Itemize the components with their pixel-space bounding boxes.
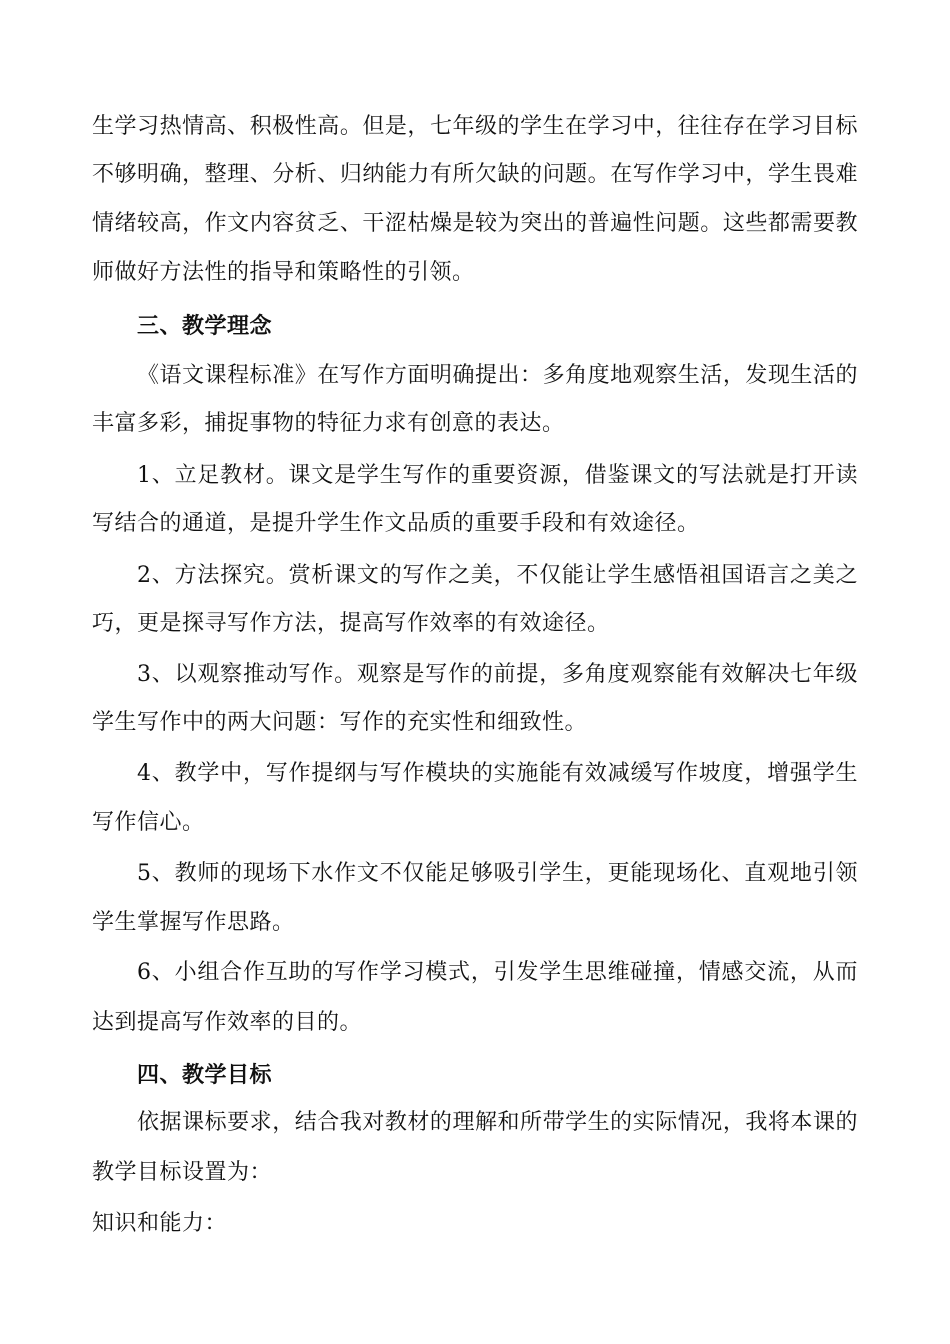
- list-item-line: 6、小组合作互助的写作学习模式，引发学生思维碰撞，情感交流，从而: [137, 960, 858, 985]
- list-item-line: 5、教师的现场下水作文不仅能足够吸引学生，更能现场化、直观地引领: [137, 861, 858, 886]
- section-heading: 四、教学目标: [137, 1062, 273, 1088]
- subheading: 知识和能力：: [92, 1211, 228, 1236]
- list-item-line: 学生掌握写作思路。: [92, 910, 295, 935]
- paragraph-line: 不够明确，整理、分析、归纳能力有所欠缺的问题。在写作学习中，学生畏难: [92, 162, 858, 187]
- paragraph-line: 《语文课程标准》在写作方面明确提出：多角度地观察生活，发现生活的: [137, 363, 858, 388]
- list-item-line: 巧，更是探寻写作方法，提高写作效率的有效途径。: [92, 611, 610, 636]
- paragraph-line: 丰富多彩，捕捉事物的特征力求有创意的表达。: [92, 411, 565, 436]
- paragraph-line: 师做好方法性的指导和策略性的引领。: [92, 260, 475, 285]
- paragraph-line: 教学目标设置为：: [92, 1160, 273, 1185]
- list-item-line: 达到提高写作效率的目的。: [92, 1010, 363, 1035]
- paragraph-line: 依据课标要求，结合我对教材的理解和所带学生的实际情况，我将本课的: [137, 1110, 858, 1135]
- list-item-line: 学生写作中的两大问题：写作的充实性和细致性。: [92, 710, 588, 735]
- list-item-line: 1、立足教材。课文是学生写作的重要资源，借鉴课文的写法就是打开读: [137, 463, 858, 488]
- list-item-line: 2、方法探究。赏析课文的写作之美，不仅能让学生感悟祖国语言之美之: [137, 563, 858, 588]
- paragraph-line: 生学习热情高、积极性高。但是，七年级的学生在学习中，往往存在学习目标: [92, 114, 858, 139]
- list-item-line: 写作信心。: [92, 810, 205, 835]
- list-item-line: 3、以观察推动写作。观察是写作的前提，多角度观察能有效解决七年级: [137, 662, 858, 687]
- section-heading: 三、教学理念: [137, 313, 273, 339]
- paragraph-line: 情绪较高，作文内容贫乏、干涩枯燥是较为突出的普遍性问题。这些都需要教: [92, 211, 858, 236]
- list-item-line: 写结合的通道，是提升学生作文品质的重要手段和有效途径。: [92, 511, 700, 536]
- list-item-line: 4、教学中，写作提纲与写作模块的实施能有效减缓写作坡度，增强学生: [137, 761, 858, 786]
